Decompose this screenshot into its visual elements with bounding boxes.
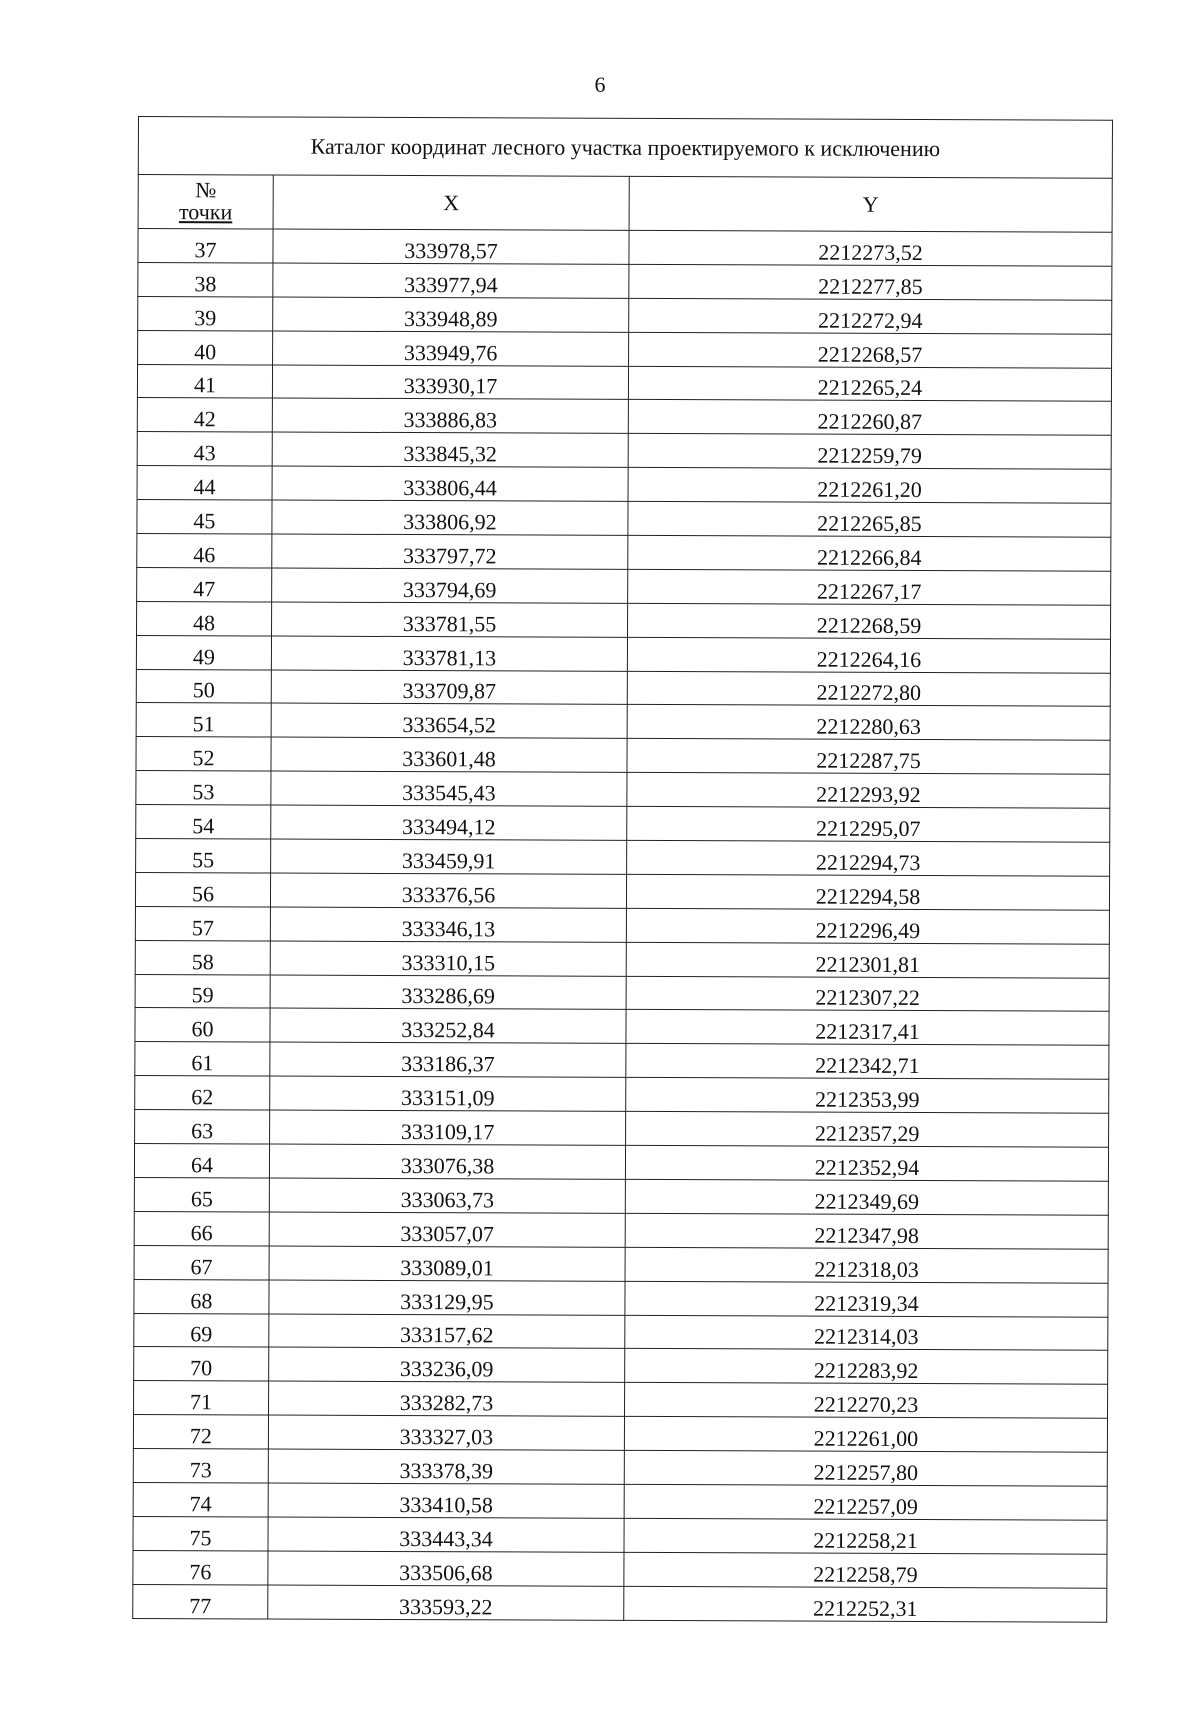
table-body <box>133 229 1112 1622</box>
table-row <box>134 1313 1108 1351</box>
point-number-cell: 45 <box>137 500 272 534</box>
y-coordinate-cell: 2212307,22 <box>626 976 1109 1012</box>
x-coordinate-cell: 333089,01 <box>269 1246 625 1281</box>
table-row <box>136 839 1110 877</box>
y-coordinate-cell: 2212283,92 <box>625 1349 1108 1385</box>
table-row <box>134 1245 1108 1283</box>
point-number-cell: 63 <box>135 1110 270 1144</box>
x-coordinate-cell: 333236,09 <box>269 1347 625 1382</box>
table-row <box>138 229 1112 267</box>
table-header-row <box>138 175 1112 233</box>
x-coordinate-cell: 333545,43 <box>271 771 627 806</box>
y-coordinate-cell: 2212268,57 <box>629 332 1112 368</box>
table-row <box>134 1381 1108 1419</box>
y-coordinate-cell: 2212349,69 <box>625 1179 1108 1215</box>
table-row <box>135 1076 1109 1114</box>
point-number-cell: 50 <box>136 669 271 703</box>
y-coordinate-cell: 2212258,21 <box>624 1518 1107 1554</box>
table-row <box>133 1516 1107 1554</box>
table-row <box>136 737 1110 775</box>
x-coordinate-cell: 333494,12 <box>271 805 627 840</box>
point-number-cell: 41 <box>137 364 272 398</box>
y-coordinate-cell: 2212273,52 <box>629 230 1112 266</box>
table-title: Каталог координат лесного участка проектируемого к исключению <box>138 117 1112 179</box>
table-row <box>137 466 1111 504</box>
x-coordinate-cell: 333949,76 <box>273 331 629 366</box>
x-coordinate-cell: 333327,03 <box>268 1415 624 1450</box>
x-coordinate-cell: 333109,17 <box>270 1110 626 1145</box>
y-coordinate-cell: 2212318,03 <box>625 1247 1108 1283</box>
x-coordinate-cell: 333252,84 <box>270 1008 626 1043</box>
x-coordinate-cell: 333410,58 <box>268 1483 624 1518</box>
point-number-cell: 73 <box>133 1449 268 1483</box>
point-number-cell: 40 <box>138 330 273 364</box>
x-coordinate-cell: 333286,69 <box>270 975 626 1010</box>
y-coordinate-cell: 2212270,23 <box>625 1383 1108 1419</box>
point-number-cell: 75 <box>133 1516 268 1550</box>
point-number-cell: 72 <box>133 1415 268 1449</box>
table-row <box>137 432 1111 470</box>
y-coordinate-cell: 2212301,81 <box>626 942 1109 978</box>
x-coordinate-cell: 333157,62 <box>269 1314 625 1349</box>
y-coordinate-cell: 2212319,34 <box>625 1281 1108 1317</box>
table-row <box>136 771 1110 809</box>
point-number-cell: 47 <box>137 567 272 601</box>
y-coordinate-cell: 2212261,00 <box>624 1417 1107 1453</box>
y-coordinate-cell: 2212287,75 <box>627 739 1110 775</box>
table-row <box>137 364 1111 402</box>
point-number-cell: 53 <box>136 771 271 805</box>
point-number-cell: 38 <box>138 262 273 296</box>
point-number-cell: 68 <box>134 1279 269 1313</box>
table-title-row <box>138 117 1112 179</box>
point-number-cell: 44 <box>137 466 272 500</box>
table-row <box>136 703 1110 741</box>
y-coordinate-cell: 2212265,85 <box>628 502 1111 538</box>
point-number-cell: 37 <box>138 229 273 263</box>
x-coordinate-cell: 333151,09 <box>270 1076 626 1111</box>
y-coordinate-cell: 2212357,29 <box>626 1112 1109 1148</box>
table-row <box>135 940 1109 978</box>
point-number-cell: 57 <box>135 906 270 940</box>
x-coordinate-cell: 333977,94 <box>273 263 629 298</box>
point-number-cell: 77 <box>133 1584 268 1618</box>
point-number-cell: 62 <box>135 1076 270 1110</box>
x-coordinate-cell: 333886,83 <box>272 398 628 433</box>
x-coordinate-cell: 333978,57 <box>273 229 629 264</box>
point-number-cell: 66 <box>134 1211 269 1245</box>
table-row <box>133 1550 1107 1588</box>
y-coordinate-cell: 2212272,94 <box>629 298 1112 334</box>
y-coordinate-cell: 2212314,03 <box>625 1315 1108 1351</box>
y-coordinate-cell: 2212347,98 <box>625 1213 1108 1249</box>
y-coordinate-cell: 2212268,59 <box>628 603 1111 639</box>
table-row <box>135 1008 1109 1046</box>
point-number-cell: 55 <box>136 839 271 873</box>
point-number-cell: 65 <box>134 1177 269 1211</box>
table-row <box>138 330 1112 368</box>
point-number-cell: 39 <box>138 296 273 330</box>
table-row <box>135 974 1109 1012</box>
point-number-cell: 49 <box>136 635 271 669</box>
point-number-cell: 61 <box>135 1042 270 1076</box>
point-number-cell: 76 <box>133 1550 268 1584</box>
x-column-header: X <box>273 175 629 230</box>
y-coordinate-cell: 2212260,87 <box>628 400 1111 436</box>
y-coordinate-cell: 2212272,80 <box>627 671 1110 707</box>
point-number-cell: 59 <box>135 974 270 1008</box>
x-coordinate-cell: 333593,22 <box>268 1585 624 1620</box>
point-number-cell: 70 <box>134 1347 269 1381</box>
table-row <box>136 805 1110 843</box>
table-row <box>133 1584 1107 1622</box>
table-row <box>138 262 1112 300</box>
x-coordinate-cell: 333845,32 <box>272 432 628 467</box>
x-coordinate-cell: 333948,89 <box>273 297 629 332</box>
point-number-cell: 43 <box>137 432 272 466</box>
table-row <box>137 398 1111 436</box>
table-row <box>135 872 1109 910</box>
y-coordinate-cell: 2212257,80 <box>624 1450 1107 1486</box>
y-coordinate-cell: 2212280,63 <box>627 705 1110 741</box>
y-column-header: Y <box>629 176 1112 232</box>
y-coordinate-cell: 2212259,79 <box>628 434 1111 470</box>
x-coordinate-cell: 333459,91 <box>271 839 627 874</box>
y-coordinate-cell: 2212265,24 <box>628 366 1111 402</box>
y-coordinate-cell: 2212277,85 <box>629 264 1112 300</box>
number-sign: № <box>195 177 217 203</box>
y-coordinate-cell: 2212257,09 <box>624 1484 1107 1520</box>
x-coordinate-cell: 333781,13 <box>271 636 627 671</box>
x-coordinate-cell: 333129,95 <box>269 1280 625 1315</box>
y-coordinate-cell: 2212342,71 <box>626 1044 1109 1080</box>
coordinates-table <box>132 116 1113 1622</box>
x-coordinate-cell: 333601,48 <box>271 737 627 772</box>
x-coordinate-cell: 333063,73 <box>269 1178 625 1213</box>
x-coordinate-cell: 333806,44 <box>272 466 628 501</box>
y-coordinate-cell: 2212252,31 <box>624 1586 1107 1622</box>
table-row <box>134 1177 1108 1215</box>
point-number-header <box>138 175 273 230</box>
x-coordinate-cell: 333806,92 <box>272 500 628 535</box>
table-row <box>138 296 1112 334</box>
table-row <box>137 534 1111 572</box>
point-number-cell: 60 <box>135 1008 270 1042</box>
table-row <box>135 1042 1109 1080</box>
x-coordinate-cell: 333076,38 <box>269 1144 625 1179</box>
table-row <box>135 1110 1109 1148</box>
point-number-cell: 58 <box>135 940 270 974</box>
x-coordinate-cell: 333797,72 <box>272 534 628 569</box>
table-row <box>137 500 1111 538</box>
x-coordinate-cell: 333654,52 <box>271 703 627 738</box>
table-row <box>134 1347 1108 1385</box>
y-coordinate-cell: 2212293,92 <box>627 773 1110 809</box>
x-coordinate-cell: 333794,69 <box>272 568 628 603</box>
point-number-cell: 48 <box>137 601 272 635</box>
page-number: 6 <box>594 72 606 97</box>
x-coordinate-cell: 333186,37 <box>270 1042 626 1077</box>
y-coordinate-cell: 2212294,58 <box>626 874 1109 910</box>
y-coordinate-cell: 2212261,20 <box>628 468 1111 504</box>
x-coordinate-cell: 333310,15 <box>270 941 626 976</box>
point-label: точки <box>178 199 233 225</box>
x-coordinate-cell: 333443,34 <box>268 1517 624 1552</box>
y-coordinate-cell: 2212294,73 <box>627 840 1110 876</box>
table-row <box>133 1482 1107 1520</box>
point-number-cell: 51 <box>136 703 271 737</box>
x-coordinate-cell: 333346,13 <box>270 907 626 942</box>
table-row <box>133 1449 1107 1487</box>
x-coordinate-cell: 333781,55 <box>272 602 628 637</box>
point-number-cell: 69 <box>134 1313 269 1347</box>
point-number-cell: 42 <box>137 398 272 432</box>
y-coordinate-cell: 2212264,16 <box>627 637 1110 673</box>
x-coordinate-cell: 333506,68 <box>268 1551 624 1586</box>
table-row <box>134 1211 1108 1249</box>
point-number-cell: 71 <box>134 1381 269 1415</box>
y-coordinate-cell: 2212267,17 <box>628 569 1111 605</box>
x-coordinate-cell: 333709,87 <box>271 670 627 705</box>
point-number-cell: 56 <box>135 872 270 906</box>
x-coordinate-cell: 333376,56 <box>270 873 626 908</box>
point-number-cell: 67 <box>134 1245 269 1279</box>
table-row <box>137 567 1111 605</box>
y-coordinate-cell: 2212266,84 <box>628 535 1111 571</box>
table-row <box>136 635 1110 673</box>
point-number-cell: 74 <box>133 1482 268 1516</box>
point-number-cell: 54 <box>136 805 271 839</box>
point-number-cell: 46 <box>137 534 272 568</box>
table-row <box>134 1144 1108 1182</box>
point-number-cell: 52 <box>136 737 271 771</box>
table-row <box>134 1279 1108 1317</box>
table-row <box>135 906 1109 944</box>
y-coordinate-cell: 2212258,79 <box>624 1552 1107 1588</box>
y-coordinate-cell: 2212352,94 <box>625 1145 1108 1181</box>
y-coordinate-cell: 2212353,99 <box>626 1078 1109 1114</box>
point-number-cell: 64 <box>134 1144 269 1178</box>
x-coordinate-cell: 333057,07 <box>269 1212 625 1247</box>
x-coordinate-cell: 333378,39 <box>268 1449 624 1484</box>
y-coordinate-cell: 2212296,49 <box>626 908 1109 944</box>
y-coordinate-cell: 2212317,41 <box>626 1010 1109 1046</box>
x-coordinate-cell: 333930,17 <box>272 365 628 400</box>
table-row <box>137 601 1111 639</box>
x-coordinate-cell: 333282,73 <box>269 1381 625 1416</box>
table-row <box>133 1415 1107 1453</box>
y-coordinate-cell: 2212295,07 <box>627 807 1110 843</box>
table-row <box>136 669 1110 707</box>
